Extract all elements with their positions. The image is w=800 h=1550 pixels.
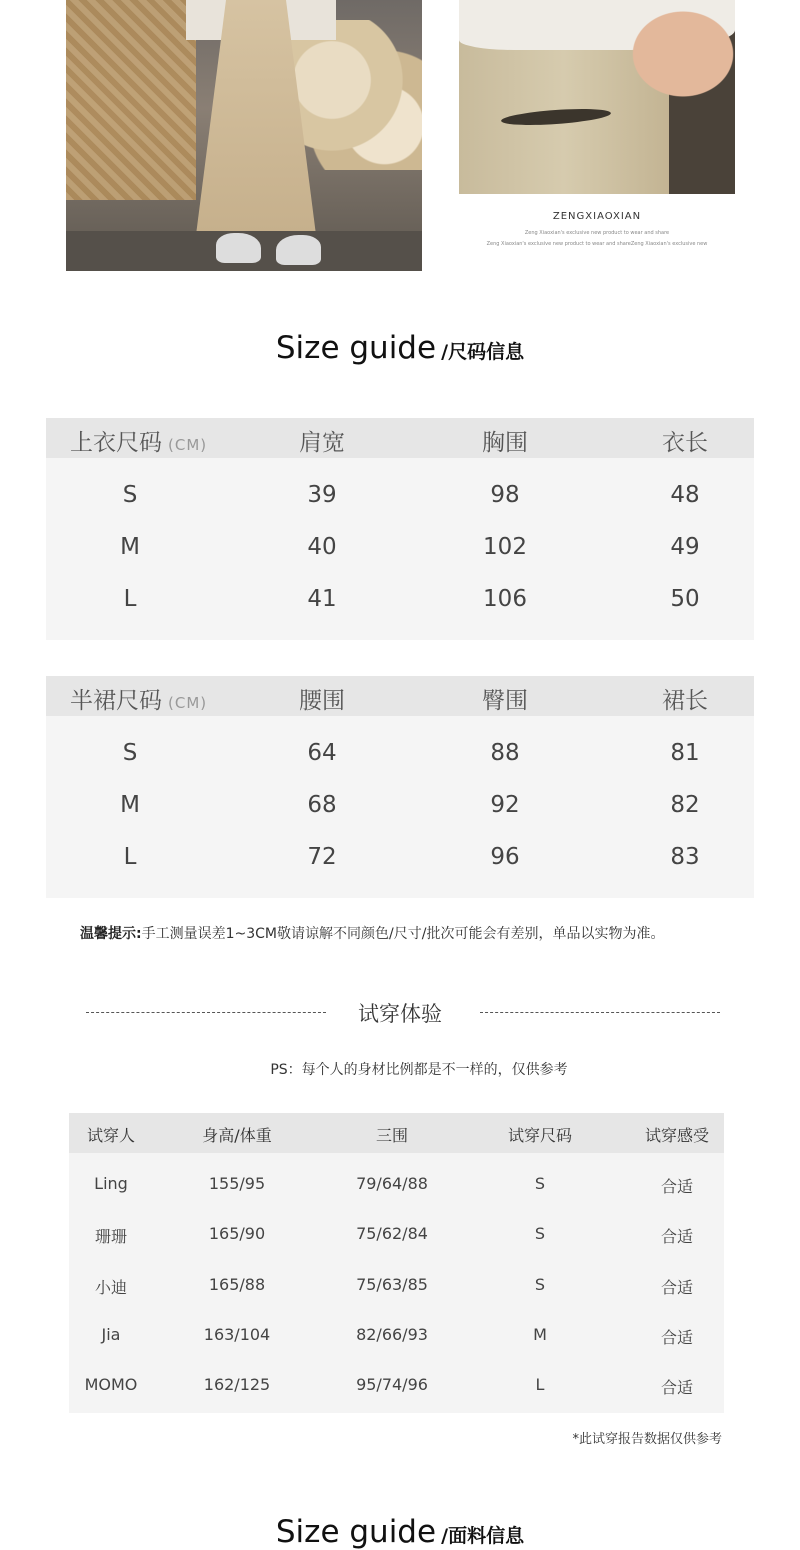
brand-title: ZENGXIAOXIAN bbox=[552, 211, 642, 222]
table-cell: 98 bbox=[490, 482, 520, 508]
column-header: 臀围 bbox=[482, 688, 528, 714]
tryon-name: 小迪 bbox=[94, 1278, 127, 1297]
shoe-right bbox=[276, 235, 321, 265]
tryon-note: *此试穿报告数据仅供参考 bbox=[572, 1432, 722, 1447]
tryon-size: L bbox=[535, 1375, 545, 1394]
tryon-measurements: 82/66/93 bbox=[356, 1325, 428, 1344]
top-size-table bbox=[46, 418, 754, 640]
table-cell: 92 bbox=[490, 792, 520, 818]
shoe-left bbox=[216, 233, 261, 263]
measurement-tip bbox=[80, 923, 664, 943]
tryon-table bbox=[69, 1113, 724, 1413]
tryon-measurements: 75/62/84 bbox=[356, 1224, 428, 1243]
size-guide-heading bbox=[0, 330, 800, 366]
hand bbox=[605, 0, 735, 120]
product-photo-model bbox=[66, 0, 422, 271]
size-cell: S bbox=[122, 740, 138, 766]
skirt-size-table bbox=[46, 676, 754, 898]
table-cell: 48 bbox=[670, 482, 700, 508]
tryon-height-weight: 162/125 bbox=[203, 1375, 271, 1394]
table-cell: 49 bbox=[670, 534, 700, 560]
table-cell: 96 bbox=[490, 844, 520, 870]
table-cell: 40 bbox=[307, 534, 337, 560]
table-cell: 81 bbox=[670, 740, 700, 766]
table-cell: 88 bbox=[490, 740, 520, 766]
column-header: 衣长 bbox=[662, 430, 708, 456]
column-header: 肩宽 bbox=[299, 430, 345, 456]
heading-cn: /面料信息 bbox=[441, 1525, 525, 1547]
fabric-info-heading bbox=[0, 1514, 800, 1550]
size-cell: L bbox=[123, 586, 137, 612]
tip-label: 温馨提示: bbox=[80, 926, 142, 942]
tryon-feel: 合适 bbox=[660, 1278, 693, 1297]
table-cell: 102 bbox=[483, 534, 527, 560]
tryon-feel: 合适 bbox=[660, 1227, 693, 1246]
tryon-measurements: 95/74/96 bbox=[356, 1375, 428, 1394]
column-header: 腰围 bbox=[299, 688, 345, 714]
table-cell: 106 bbox=[483, 586, 527, 612]
column-header: 胸围 bbox=[482, 430, 528, 456]
table-cell: 64 bbox=[307, 740, 337, 766]
size-cell: L bbox=[123, 844, 137, 870]
heading-en: Size guide bbox=[275, 1514, 437, 1550]
size-cell: M bbox=[120, 534, 140, 560]
tryon-feel: 合适 bbox=[660, 1177, 693, 1196]
column-header: 裙长 bbox=[662, 688, 708, 714]
heading-en: Size guide bbox=[275, 330, 437, 366]
tryon-size: S bbox=[534, 1224, 546, 1243]
divider bbox=[480, 1012, 720, 1013]
tryon-height-weight: 165/88 bbox=[208, 1275, 266, 1294]
tryon-name: Ling bbox=[94, 1174, 128, 1193]
column-header: 试穿感受 bbox=[644, 1126, 709, 1145]
tryon-measurements: 79/64/88 bbox=[356, 1174, 428, 1193]
table-title: 半裙尺码 (CM) bbox=[70, 688, 208, 714]
column-header: 试穿尺码 bbox=[507, 1126, 572, 1145]
product-photo-detail bbox=[459, 0, 735, 194]
brand-tagline-1: Zeng Xiaoxian's exclusive new product to wear and share bbox=[524, 230, 670, 236]
tryon-section-title bbox=[0, 998, 800, 1028]
basket-stall bbox=[66, 0, 196, 200]
tryon-height-weight: 163/104 bbox=[203, 1325, 271, 1344]
table-cell: 39 bbox=[307, 482, 337, 508]
heading-cn: /尺码信息 bbox=[441, 341, 525, 363]
column-header: 三围 bbox=[375, 1126, 408, 1145]
column-header: 试穿人 bbox=[86, 1126, 135, 1145]
table-cell: 68 bbox=[307, 792, 337, 818]
tryon-measurements: 75/63/85 bbox=[356, 1275, 428, 1294]
tryon-size: S bbox=[534, 1174, 546, 1193]
table-cell: 72 bbox=[307, 844, 337, 870]
table-cell: 83 bbox=[670, 844, 700, 870]
tryon-name: MOMO bbox=[84, 1375, 138, 1394]
brand-tagline-2: Zeng Xiaoxian's exclusive new product to wear and shareZeng Xiaoxian's exclusive new bbox=[486, 241, 708, 247]
tryon-feel: 合适 bbox=[660, 1378, 693, 1397]
tryon-size: M bbox=[533, 1325, 547, 1344]
table-title: 上衣尺码 (CM) bbox=[70, 430, 208, 456]
tryon-height-weight: 155/95 bbox=[208, 1174, 266, 1193]
tryon-title: 试穿体验 bbox=[358, 1002, 442, 1026]
table-cell: 82 bbox=[670, 792, 700, 818]
tryon-name: Jia bbox=[101, 1325, 121, 1344]
size-cell: M bbox=[120, 792, 140, 818]
tryon-ps: PS：每个人的身材比例都是不一样的，仅供参考 bbox=[270, 1062, 568, 1078]
size-cell: S bbox=[122, 482, 138, 508]
tryon-name: 珊珊 bbox=[94, 1227, 127, 1246]
table-cell: 50 bbox=[670, 586, 700, 612]
tryon-height-weight: 165/90 bbox=[208, 1224, 266, 1243]
tryon-feel: 合适 bbox=[660, 1328, 693, 1347]
table-cell: 41 bbox=[307, 586, 337, 612]
tryon-size: S bbox=[534, 1275, 546, 1294]
column-header: 身高/体重 bbox=[202, 1126, 272, 1145]
tip-text: 手工测量误差1~3CM敬请谅解不同颜色/尺寸/批次可能会有差别，单品以实物为准。 bbox=[141, 926, 665, 942]
